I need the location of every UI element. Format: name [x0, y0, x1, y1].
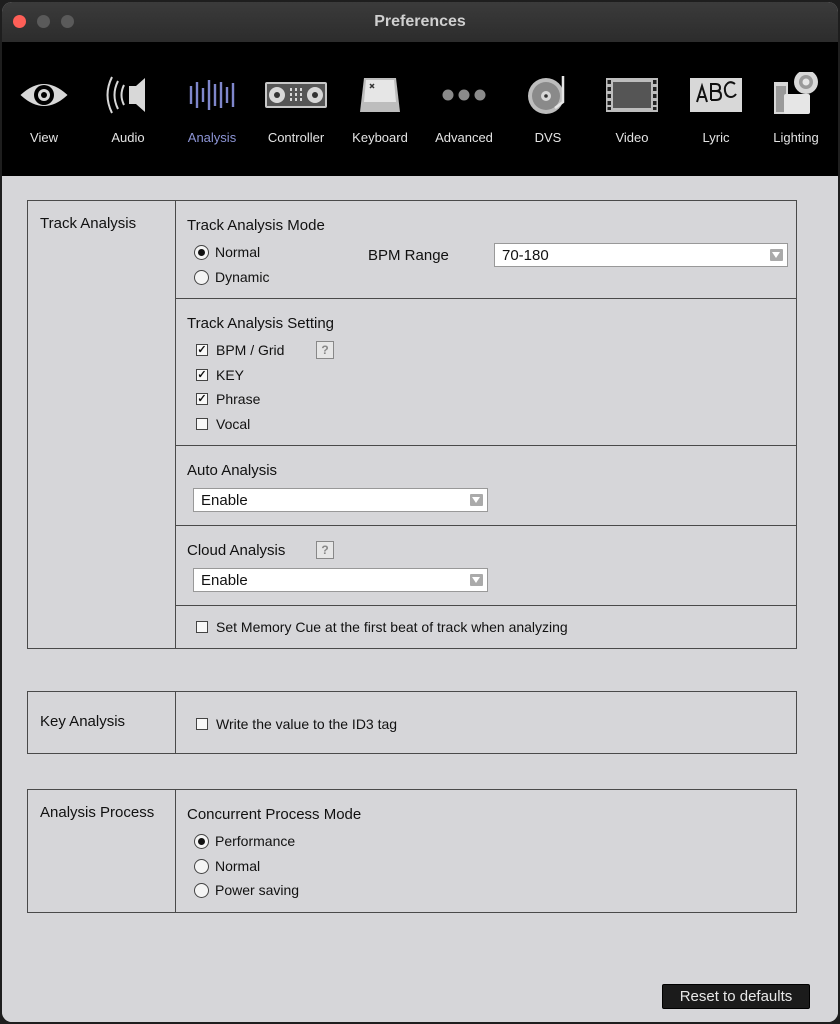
auto-analysis-title: Auto Analysis: [187, 462, 278, 479]
track-analysis-label: Track Analysis: [40, 215, 137, 232]
process-normal-label: Normal: [215, 858, 261, 874]
concurrent-process-title: Concurrent Process Mode: [187, 806, 362, 823]
cloud-analysis-select[interactable]: [193, 568, 488, 592]
checkbox-unchecked: [196, 418, 208, 430]
track-analysis-setting-group: [176, 298, 797, 446]
tab-video-label: Video: [615, 130, 649, 145]
bpm-grid-help-icon[interactable]: ?: [316, 341, 334, 359]
process-power-saving-label: Power saving: [215, 882, 300, 898]
cloud-analysis-help-icon[interactable]: ?: [316, 541, 334, 559]
checkbox-checked: ✓: [197, 393, 207, 405]
radio-selected-indicator: [194, 245, 209, 260]
track-analysis-mode-title: Track Analysis Mode: [187, 217, 325, 234]
mode-normal-label: Normal: [215, 244, 261, 260]
tab-controller-label: Controller: [267, 130, 325, 145]
mode-dynamic-radio[interactable]: [215, 269, 269, 285]
memory-cue-checkbox[interactable]: [216, 619, 568, 635]
key-analysis-label-cell: [28, 692, 176, 753]
dots-icon: [439, 72, 489, 118]
bpm-range-select[interactable]: [494, 243, 788, 267]
key-analysis-group: [176, 692, 797, 753]
keyboard-key-icon: [355, 72, 405, 118]
title-bar[interactable]: [2, 2, 838, 42]
tab-audio-label: Audio: [111, 130, 145, 145]
radio-unselected-indicator: [194, 883, 209, 898]
analysis-process-label: Analysis Process: [40, 804, 155, 821]
tab-lyric[interactable]: [674, 72, 758, 152]
track-analysis-section: [27, 200, 797, 649]
mode-normal-radio[interactable]: [215, 244, 260, 260]
chevron-down-icon: [470, 494, 483, 506]
chevron-down-icon: [470, 574, 483, 586]
tab-keyboard-label: Keyboard: [352, 130, 408, 145]
bpm-grid-checkbox[interactable]: [197, 342, 285, 358]
process-power-saving-radio[interactable]: [215, 882, 299, 898]
analysis-process-section: [27, 789, 797, 913]
preferences-content: [2, 176, 838, 1022]
key-analysis-label: Key Analysis: [40, 713, 126, 730]
auto-analysis-value: Enable: [201, 492, 248, 509]
abc-icon: [689, 72, 743, 118]
tab-advanced[interactable]: [422, 72, 506, 152]
phrase-label: Phrase: [216, 391, 261, 407]
vocal-label: Vocal: [216, 416, 251, 432]
cloud-analysis-group: [176, 525, 797, 606]
checkbox-checked: ✓: [197, 369, 207, 381]
tab-controller[interactable]: [254, 72, 338, 152]
analysis-process-label-cell: [28, 790, 176, 912]
preferences-window: [2, 2, 838, 1022]
track-analysis-label-cell: [28, 201, 176, 648]
tab-dvs-label: DVS: [534, 130, 562, 145]
auto-analysis-group: [176, 445, 797, 526]
eye-icon: [19, 72, 69, 118]
key-analysis-section: [27, 691, 797, 754]
moving-light-icon: [768, 72, 824, 118]
key-label: KEY: [216, 367, 245, 383]
speaker-icon: [103, 72, 153, 118]
track-analysis-mode-group: [176, 201, 797, 299]
bpm-range-label: BPM Range: [368, 247, 449, 264]
tab-advanced-label: Advanced: [435, 130, 493, 145]
key-checkbox[interactable]: [197, 367, 245, 383]
tab-keyboard[interactable]: [338, 72, 422, 152]
tab-video[interactable]: [590, 72, 674, 152]
radio-unselected-indicator: [194, 270, 209, 285]
preferences-toolbar: [2, 42, 838, 176]
radio-selected-indicator: [194, 834, 209, 849]
film-icon: [605, 72, 659, 118]
tab-lyric-label: Lyric: [702, 130, 730, 145]
turntable-icon: [523, 72, 573, 118]
process-normal-radio[interactable]: [215, 858, 260, 874]
cloud-analysis-value: Enable: [201, 572, 248, 589]
bpm-range-value: 70-180: [502, 247, 549, 264]
tab-analysis[interactable]: [170, 72, 254, 152]
waveform-icon: [187, 72, 237, 118]
tab-lighting[interactable]: [754, 72, 838, 152]
tab-lighting-label: Lighting: [773, 130, 819, 145]
tab-view-label: View: [30, 130, 58, 145]
chevron-down-icon: [770, 249, 783, 261]
memory-cue-group: [176, 605, 797, 649]
bpm-grid-label: BPM / Grid: [216, 342, 285, 358]
radio-unselected-indicator: [194, 859, 209, 874]
window-title: Preferences: [374, 13, 466, 30]
tab-view[interactable]: [2, 72, 86, 152]
reset-to-defaults-button[interactable]: Reset to defaults: [662, 984, 810, 1009]
id3-tag-checkbox[interactable]: [216, 716, 397, 732]
process-performance-label: Performance: [215, 833, 296, 849]
phrase-checkbox[interactable]: [197, 391, 261, 407]
process-performance-radio[interactable]: [215, 833, 295, 849]
track-analysis-setting-title: Track Analysis Setting: [187, 315, 335, 332]
checkbox-checked: ✓: [197, 344, 207, 356]
vocal-checkbox[interactable]: [216, 416, 250, 432]
memory-cue-label: Set Memory Cue at the first beat of track when analyzing: [216, 619, 568, 635]
controller-icon: [263, 72, 329, 118]
tab-dvs[interactable]: [506, 72, 590, 152]
tab-audio[interactable]: [86, 72, 170, 152]
checkbox-unchecked: [196, 621, 208, 633]
concurrent-process-group: [176, 790, 797, 912]
mode-dynamic-label: Dynamic: [215, 269, 270, 285]
tab-analysis-label: Analysis: [187, 130, 237, 145]
checkbox-unchecked: [196, 718, 208, 730]
cloud-analysis-title: Cloud Analysis: [187, 542, 286, 559]
id3-tag-label: Write the value to the ID3 tag: [216, 716, 398, 732]
auto-analysis-select[interactable]: [193, 488, 488, 512]
